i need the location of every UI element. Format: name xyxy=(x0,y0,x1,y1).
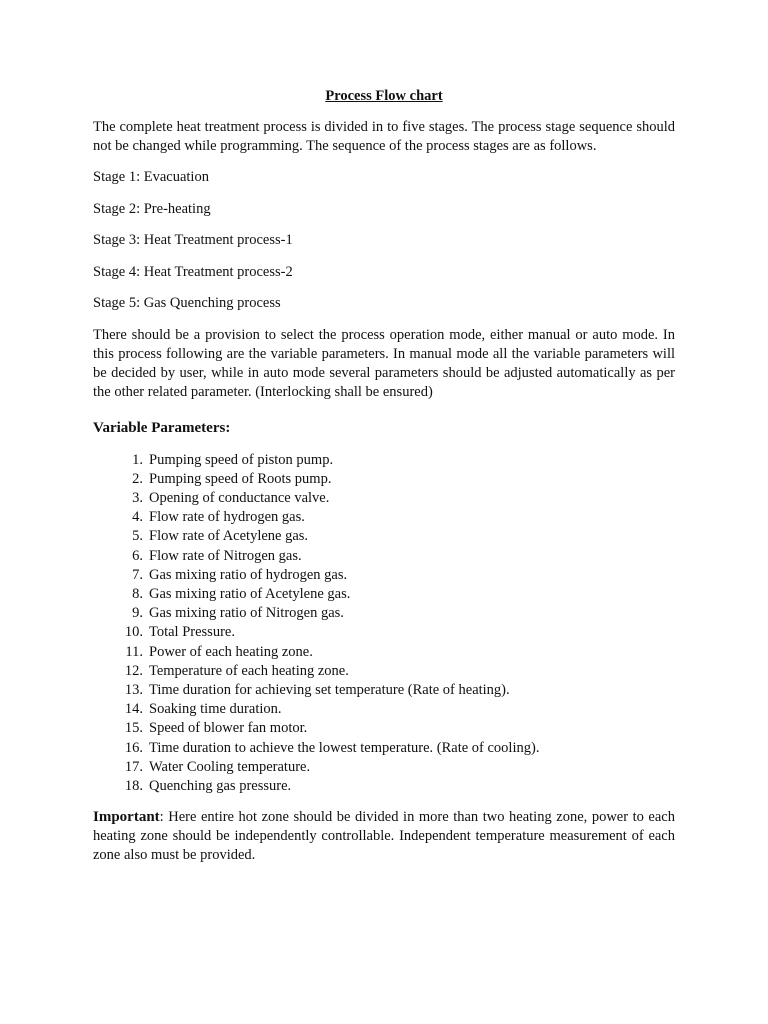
list-item-text: Time duration to achieve the lowest temperature. (Rate of cooling). xyxy=(149,739,540,756)
list-item-number: 10. xyxy=(124,624,143,641)
list-item-number: 3. xyxy=(132,489,143,506)
intro-paragraph: The complete heat treatment process is divided in to five stages. The process stage sequence should not be changed while programming. The sequence of the process stages are as follows. xyxy=(93,119,675,154)
list-item xyxy=(93,662,675,681)
important-note xyxy=(93,808,675,865)
variable-parameters-list xyxy=(93,451,675,797)
list-item-text: Gas mixing ratio of hydrogen gas. xyxy=(149,566,348,583)
list-item-number: 12. xyxy=(124,662,143,679)
list-item-text: Time duration for achieving set temperature (Rate of heating). xyxy=(149,681,510,698)
list-item xyxy=(93,643,675,662)
list-item-text: Flow rate of Acetylene gas. xyxy=(149,528,309,545)
list-item-number: 14. xyxy=(124,701,143,718)
list-item-number: 2. xyxy=(132,470,143,487)
list-item xyxy=(93,527,675,546)
list-item-text: Speed of blower fan motor. xyxy=(149,720,308,737)
list-item-number: 15. xyxy=(124,720,143,737)
list-item-text: Opening of conductance valve. xyxy=(149,489,330,506)
list-item-number: 5. xyxy=(132,528,143,545)
list-item-text: Power of each heating zone. xyxy=(149,643,313,660)
list-item-text: Gas mixing ratio of Nitrogen gas. xyxy=(149,605,344,622)
stage-item: Stage 3: Heat Treatment process-1 xyxy=(93,232,293,248)
list-item xyxy=(93,623,675,642)
list-item xyxy=(93,758,675,777)
important-text: : Here entire hot zone should be divided in more than two heating zone, power to each heating zone should be independently controllable. Independent temperature measurement of each zone also must be provided. xyxy=(93,809,675,864)
list-item-text: Water Cooling temperature. xyxy=(149,758,311,775)
list-item xyxy=(93,604,675,623)
list-item-number: 13. xyxy=(124,681,143,698)
list-item xyxy=(93,719,675,738)
list-item xyxy=(93,489,675,508)
list-item-text: Quenching gas pressure. xyxy=(149,777,292,794)
list-item-text: Total Pressure. xyxy=(149,624,235,641)
list-item-number: 17. xyxy=(124,758,143,775)
variables-heading: Variable Parameters: xyxy=(93,419,231,436)
list-item-number: 7. xyxy=(132,566,143,583)
list-item xyxy=(93,739,675,758)
list-item-number: 4. xyxy=(132,509,143,526)
important-label: Important xyxy=(93,809,160,826)
list-item-number: 1. xyxy=(132,451,143,468)
list-item-number: 6. xyxy=(132,547,143,564)
list-item-text: Pumping speed of Roots pump. xyxy=(149,470,332,487)
list-item-text: Flow rate of hydrogen gas. xyxy=(149,509,305,526)
list-item xyxy=(93,566,675,585)
list-item xyxy=(93,700,675,719)
list-item-text: Gas mixing ratio of Acetylene gas. xyxy=(149,585,351,602)
list-item-number: 9. xyxy=(132,605,143,622)
list-item-text: Soaking time duration. xyxy=(149,701,282,718)
list-item-text: Temperature of each heating zone. xyxy=(149,662,349,679)
document-page xyxy=(93,86,675,865)
list-item-text: Pumping speed of piston pump. xyxy=(149,451,334,468)
stage-item: Stage 5: Gas Quenching process xyxy=(93,295,281,311)
list-item-number: 18. xyxy=(124,777,143,794)
stage-item: Stage 1: Evacuation xyxy=(93,169,209,185)
stage-item: Stage 2: Pre-heating xyxy=(93,200,211,217)
stage-item: Stage 4: Heat Treatment process-2 xyxy=(93,263,293,280)
mode-paragraph: There should be a provision to select the process operation mode, either manual or auto mode. In this process following are the variable parameters. In manual mode all the variable parameters will be decided by user, while in auto mode several parameters should be adjusted automatically as per the other related parameter. (Interlocking shall be ensured) xyxy=(93,326,675,400)
stage-list xyxy=(93,168,675,313)
list-item xyxy=(93,585,675,604)
list-item xyxy=(93,777,675,796)
list-item-number: 8. xyxy=(132,585,143,602)
list-item xyxy=(93,547,675,566)
list-item-text: Flow rate of Nitrogen gas. xyxy=(149,547,302,564)
page-title: Process Flow chart xyxy=(325,88,443,104)
list-item-number: 11. xyxy=(125,643,143,660)
list-item xyxy=(93,451,675,470)
list-item xyxy=(93,681,675,700)
list-item xyxy=(93,508,675,527)
list-item-number: 16. xyxy=(124,739,143,756)
list-item xyxy=(93,470,675,489)
